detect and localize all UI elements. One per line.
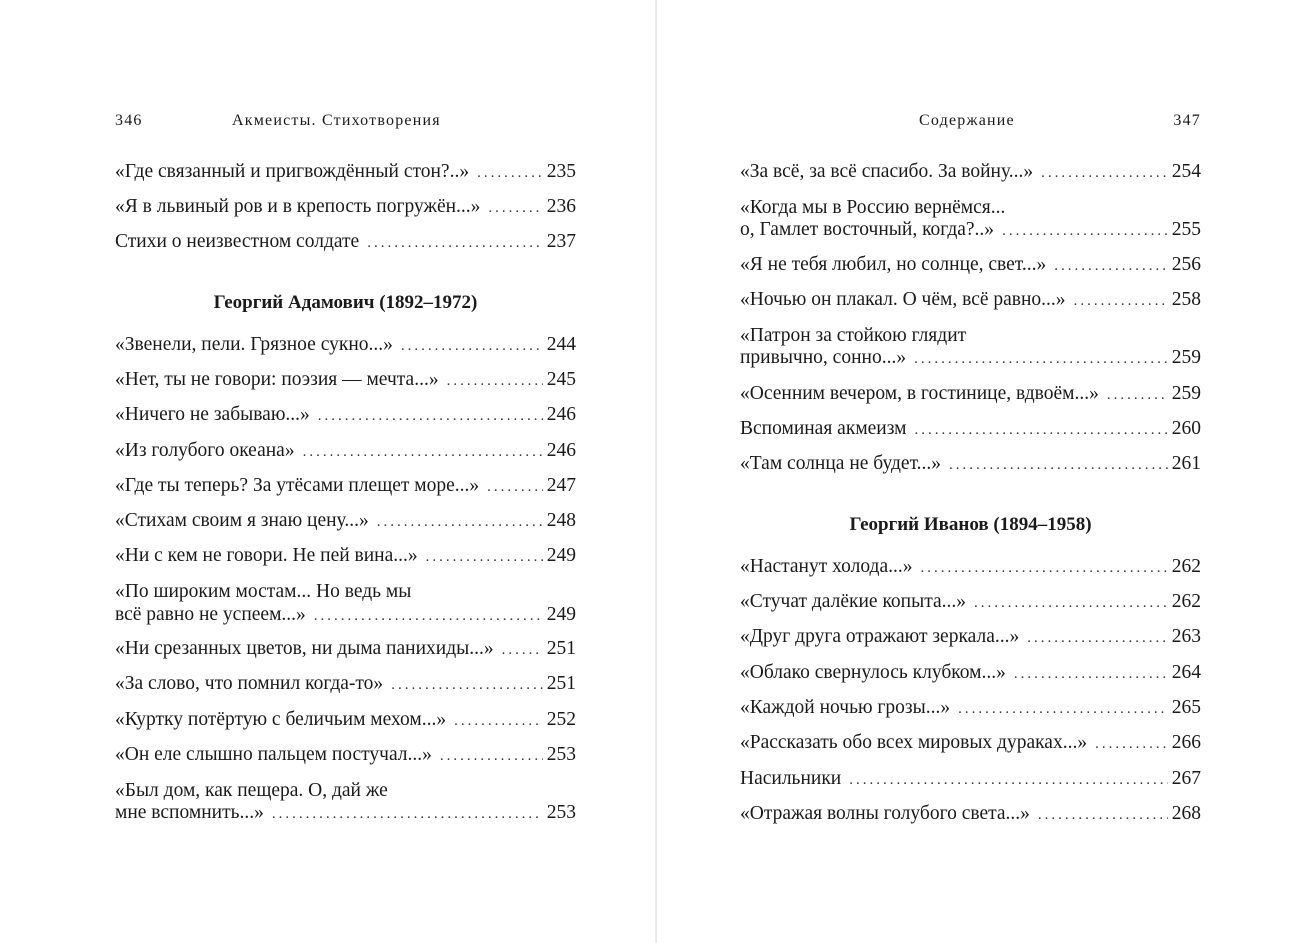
dot-leader bbox=[487, 476, 543, 499]
right-page bbox=[657, 0, 1313, 943]
toc-entry[interactable] bbox=[740, 802, 1201, 827]
toc-entry[interactable] bbox=[115, 474, 576, 499]
entry-page: 245 bbox=[546, 369, 576, 390]
entry-page: 263 bbox=[1171, 626, 1201, 647]
entry-title: «Нет, ты не говори: поэзия — мечта...» bbox=[115, 369, 439, 390]
entry-title: привычно, сонно...» bbox=[740, 347, 907, 368]
entry-page: 237 bbox=[546, 231, 576, 252]
running-head bbox=[740, 110, 1201, 132]
dot-leader bbox=[272, 803, 543, 826]
entry-title: «Ни срезанных цветов, ни дыма панихиды...» bbox=[115, 638, 494, 659]
dot-leader bbox=[314, 605, 543, 628]
toc-entry[interactable] bbox=[740, 160, 1201, 185]
entry-title: «Настанут холода...» bbox=[740, 556, 913, 577]
entry-title: «Каждой ночью грозы...» bbox=[740, 697, 951, 718]
entry-title: «Ночью он плакал. О чём, всё равно...» bbox=[740, 289, 1066, 310]
entry-page: 244 bbox=[546, 334, 576, 355]
entry-page: 262 bbox=[1171, 591, 1201, 612]
entry-page: 254 bbox=[1171, 161, 1201, 182]
entry-title-line1: «Был дом, как пещера. О, дай же bbox=[115, 780, 388, 801]
dot-leader bbox=[440, 745, 543, 768]
entry-page: 248 bbox=[546, 510, 576, 531]
running-title: Содержание bbox=[919, 112, 1015, 129]
entry-title: «Осенним вечером, в гостинице, вдвоём...» bbox=[740, 383, 1099, 404]
entry-title: «Куртку потёртую с беличьим мехом...» bbox=[115, 709, 447, 730]
toc-entry[interactable] bbox=[740, 590, 1201, 615]
toc-entry[interactable] bbox=[740, 382, 1201, 407]
entry-page: 246 bbox=[546, 440, 576, 461]
entry-title: «Отражая волны голубого света...» bbox=[740, 803, 1030, 824]
dot-leader bbox=[1054, 255, 1168, 278]
dot-leader bbox=[447, 370, 543, 393]
entry-page: 246 bbox=[546, 404, 576, 425]
dot-leader bbox=[454, 710, 543, 733]
dot-leader bbox=[1095, 733, 1168, 756]
entry-page: 253 bbox=[546, 744, 576, 765]
entry-title: «За слово, что помнил когда-то» bbox=[115, 673, 384, 694]
section-heading: Георгий Адамович (1892–1972) bbox=[213, 292, 478, 313]
entry-page: 256 bbox=[1171, 254, 1201, 275]
entry-title-line1: «Патрон за стойкою глядит bbox=[740, 325, 967, 346]
dot-leader bbox=[1041, 162, 1168, 185]
dot-leader bbox=[1027, 627, 1168, 650]
entry-title: «Я не тебя любил, но солнце, свет...» bbox=[740, 254, 1047, 275]
entry-title: «Где связанный и пригвождённый стон?..» bbox=[115, 161, 470, 182]
dot-leader bbox=[958, 698, 1168, 721]
page-number: 346 bbox=[115, 112, 143, 129]
dot-leader bbox=[477, 162, 543, 185]
dot-leader bbox=[318, 405, 543, 428]
entry-title: о, Гамлет восточный, когда?..» bbox=[740, 219, 995, 240]
entry-page: 247 bbox=[546, 475, 576, 496]
toc-entry[interactable] bbox=[740, 452, 1201, 477]
entry-page: 251 bbox=[546, 673, 576, 694]
toc-entry[interactable] bbox=[115, 544, 576, 569]
entry-page: 253 bbox=[546, 802, 576, 823]
entry-page: 249 bbox=[546, 545, 576, 566]
entry-page: 264 bbox=[1171, 662, 1201, 683]
toc-entry[interactable] bbox=[115, 708, 576, 733]
dot-leader bbox=[915, 419, 1168, 442]
dot-leader bbox=[974, 592, 1168, 615]
entry-title: Стихи о неизвестном солдате bbox=[115, 231, 360, 252]
toc-entry[interactable] bbox=[115, 637, 576, 662]
entry-page: 268 bbox=[1171, 803, 1201, 824]
toc-entry[interactable] bbox=[115, 439, 576, 464]
entry-title: Насильники bbox=[740, 768, 842, 789]
toc-entry[interactable] bbox=[740, 767, 1201, 792]
dot-leader bbox=[1014, 663, 1168, 686]
dot-leader bbox=[949, 454, 1168, 477]
dot-leader bbox=[849, 769, 1168, 792]
dot-leader bbox=[367, 232, 543, 255]
entry-title: «Друг друга отражают зеркала...» bbox=[740, 626, 1020, 647]
toc-entry[interactable] bbox=[740, 731, 1201, 756]
entry-page: 235 bbox=[546, 161, 576, 182]
entry-page: 236 bbox=[546, 196, 576, 217]
dot-leader bbox=[914, 348, 1168, 371]
toc-entry[interactable] bbox=[115, 333, 576, 358]
entry-page: 249 bbox=[546, 604, 576, 625]
entry-title: «Облако свернулось клубком...» bbox=[740, 662, 1006, 683]
entry-title: «Стучат далёкие копыта...» bbox=[740, 591, 967, 612]
entry-title: «Я в львиный ров и в крепость погружён...» bbox=[115, 196, 481, 217]
entry-page: 252 bbox=[546, 709, 576, 730]
dot-leader bbox=[488, 197, 542, 220]
entry-title: «Где ты теперь? За утёсами плещет море...» bbox=[115, 475, 480, 496]
entry-page: 255 bbox=[1171, 219, 1201, 240]
dot-leader bbox=[1074, 290, 1168, 313]
entry-page: 259 bbox=[1171, 347, 1201, 368]
entry-title: «Стихам своим я знаю цену...» bbox=[115, 510, 369, 531]
entry-title: «Там солнца не будет...» bbox=[740, 453, 941, 474]
dot-leader bbox=[377, 511, 543, 534]
dot-leader bbox=[502, 639, 543, 662]
entry-title: «Рассказать обо всех мировых дураках...» bbox=[740, 732, 1088, 753]
entry-page: 251 bbox=[546, 638, 576, 659]
entry-title: «Ничего не забываю...» bbox=[115, 404, 310, 425]
toc-entry[interactable] bbox=[115, 743, 576, 768]
entry-title: мне вспомнить...» bbox=[115, 802, 264, 823]
entry-title: Вспоминая акмеизм bbox=[740, 418, 907, 439]
dot-leader bbox=[401, 335, 543, 358]
entry-page: 262 bbox=[1171, 556, 1201, 577]
toc-entry[interactable] bbox=[740, 625, 1201, 650]
dot-leader bbox=[1107, 384, 1168, 407]
dot-leader bbox=[426, 546, 543, 569]
entry-page: 258 bbox=[1171, 289, 1201, 310]
toc-entry[interactable] bbox=[115, 509, 576, 534]
left-page bbox=[0, 0, 656, 943]
toc-entry[interactable] bbox=[740, 288, 1201, 313]
entry-title: всё равно не успеем...» bbox=[115, 604, 306, 625]
entry-title: «Он еле слышно пальцем постучал...» bbox=[115, 744, 432, 765]
toc-entry[interactable] bbox=[115, 230, 576, 255]
running-title: Акмеисты. Стихотворения bbox=[232, 112, 441, 129]
dot-leader bbox=[1002, 220, 1168, 243]
entry-page: 259 bbox=[1171, 383, 1201, 404]
section-heading: Георгий Иванов (1894–1958) bbox=[849, 514, 1092, 535]
entry-page: 261 bbox=[1171, 453, 1201, 474]
toc-entry[interactable] bbox=[115, 160, 576, 185]
dot-leader bbox=[303, 441, 543, 464]
entry-title: «Ни с кем не говори. Не пей вина...» bbox=[115, 545, 418, 566]
toc-entry[interactable] bbox=[115, 672, 576, 697]
toc-entry[interactable] bbox=[115, 403, 576, 428]
toc-entry[interactable] bbox=[740, 253, 1201, 278]
entry-page: 260 bbox=[1171, 418, 1201, 439]
dot-leader bbox=[921, 557, 1168, 580]
toc-entry[interactable] bbox=[740, 417, 1201, 442]
toc-entry[interactable] bbox=[740, 555, 1201, 580]
page-number: 347 bbox=[1173, 112, 1201, 129]
toc-entry[interactable] bbox=[740, 661, 1201, 686]
toc-entry[interactable] bbox=[115, 195, 576, 220]
entry-title: «Звенели, пели. Грязное сукно...» bbox=[115, 334, 393, 355]
entry-page: 266 bbox=[1171, 732, 1201, 753]
dot-leader bbox=[391, 674, 543, 697]
entry-page: 265 bbox=[1171, 697, 1201, 718]
entry-title-line1: «Когда мы в Россию вернёмся... bbox=[740, 197, 1006, 218]
entry-title: «За всё, за всё спасибо. За войну...» bbox=[740, 161, 1034, 182]
toc-entry[interactable] bbox=[115, 368, 576, 393]
entry-page: 267 bbox=[1171, 768, 1201, 789]
entry-title: «Из голубого океана» bbox=[115, 440, 295, 461]
toc-entry[interactable] bbox=[740, 696, 1201, 721]
running-head bbox=[115, 110, 576, 132]
dot-leader bbox=[1038, 804, 1168, 827]
entry-title-line1: «По широким мостам... Но ведь мы bbox=[115, 581, 412, 602]
